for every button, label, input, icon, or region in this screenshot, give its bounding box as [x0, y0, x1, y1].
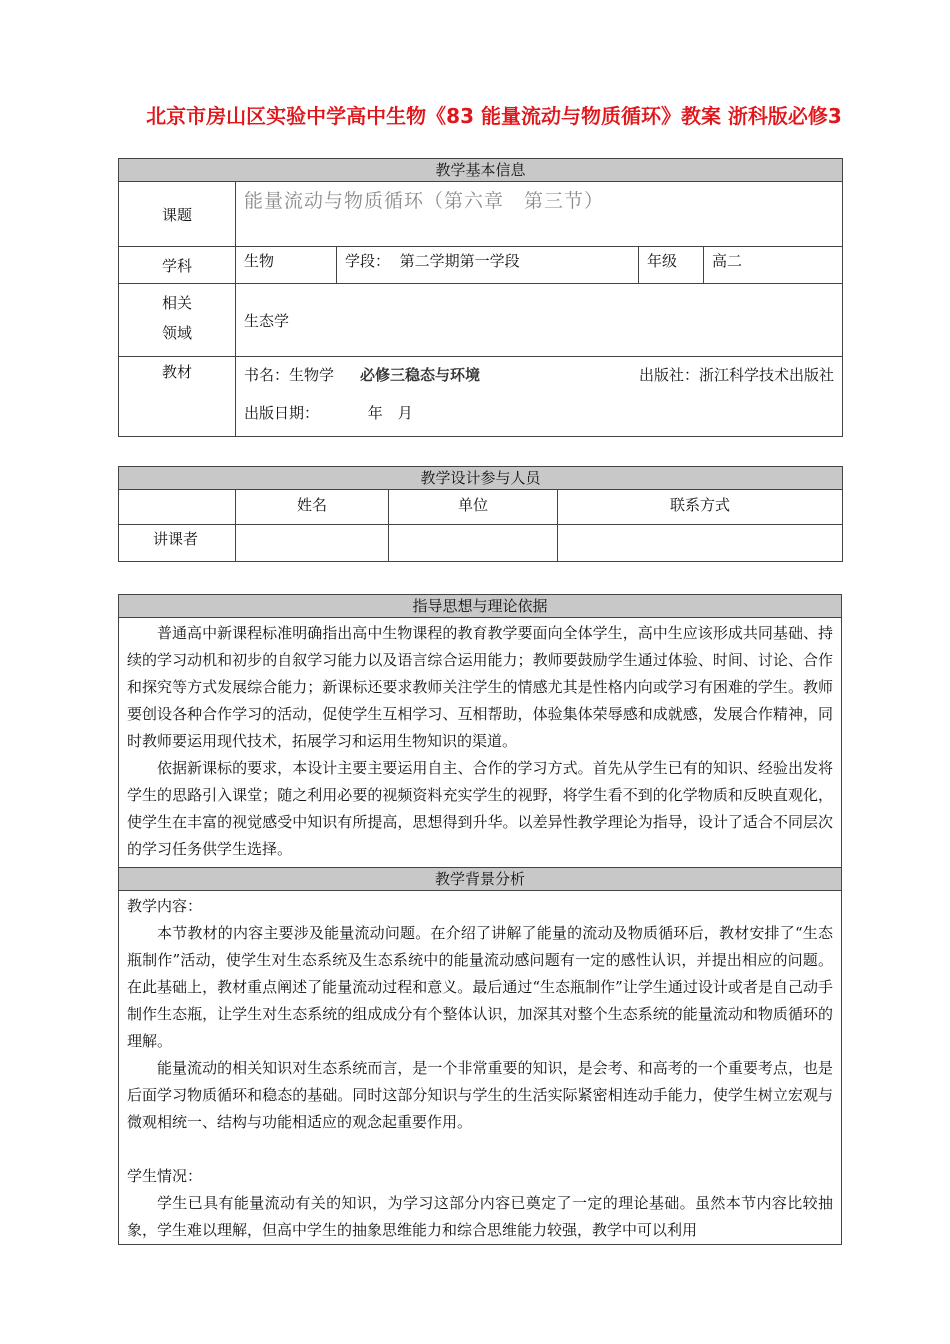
document-title: 北京市房山区实验中学高中生物《83 能量流动与物质循环》教案 浙科版必修3: [146, 104, 842, 128]
subject-label: 学科: [119, 247, 236, 284]
content-label: 教学内容：: [127, 897, 203, 915]
guidance-cell: [119, 618, 842, 868]
textbook-label: 教材: [119, 357, 236, 437]
stage-cell: [337, 247, 639, 284]
student-label: 学生情况：: [127, 1167, 203, 1185]
topic-label: 课题: [119, 182, 236, 247]
guidance-header: 指导思想与理论依据: [119, 595, 842, 618]
col-unit: 单位: [389, 490, 558, 525]
stage-label: 学段：: [345, 252, 391, 270]
topic-value: 能量流动与物质循环（第六章 第三节）: [244, 190, 605, 212]
guidance-paragraph-2: 依据新课标的要求，本设计主要主要运用自主、合作的学习方式。首先从学生已有的知识、经验出发将学生的思路引入课堂；随之利用必要的视频资料充实学生的视野，将学生看不到的化学物质和反映直观化，使学生在丰富的视觉感受中知识有所提高，思想得到升华。以差异性教学理论为指导，设计了适合不同层次的学习任务供学生选择。: [127, 759, 833, 858]
field-label-line2: 领域: [161, 324, 192, 342]
basic-info-table: [118, 158, 843, 437]
field-label-cell: [119, 284, 236, 357]
pub-date-label: 出版日期：: [244, 404, 320, 422]
analysis-table: [118, 594, 842, 1245]
row-lecturer: 讲课者: [119, 525, 236, 562]
content-paragraph-1: 本节教材的内容主要涉及能量流动问题。在介绍了讲解了能量的流动及物质循环后，教材安排了“生态瓶制作”活动，使学生对生态系统及生态系统中的能量流动感问题有一定的感性认识，并提出相应的问题。在此基础上，教材重点阐述了能量流动过程和意义。最后通过“生态瓶制作”让学生通过设计或者是自己动手制作生态瓶，让学生对生态系统的组成成分有个整体认识，加深其对整个生态系统的能量流动和物质循环的理解。: [127, 924, 833, 1050]
field-value: 生态学: [236, 284, 843, 357]
student-paragraph-1: 学生已具有能量流动有关的知识，为学习这部分内容已奠定了一定的理论基础。虽然本节内容比较抽象，学生难以理解，但高中学生的抽象思维能力和综合思维能力较强，教学中可以利用: [127, 1194, 833, 1239]
lecturer-unit-cell: [389, 525, 558, 562]
book-label: 书名：生物学: [244, 366, 335, 384]
lecturer-name-cell: [236, 525, 389, 562]
pub-date-value: 年 月: [367, 404, 413, 422]
participants-table: [118, 466, 843, 562]
content-paragraph-2: 能量流动的相关知识对生态系统而言，是一个非常重要的知识，是会考、和高考的一个重要考点，也是后面学习物质循环和稳态的基础。同时这部分知识与学生的生活实际紧密相连动手能力，使学生树立宏观与微观相统一、结构与功能相适应的观念起重要作用。: [127, 1059, 833, 1131]
book-value: 必修三稳态与环境: [360, 366, 481, 384]
basic-info-header: 教学基本信息: [119, 159, 843, 182]
stage-value: 第二学期第一学段: [399, 252, 520, 270]
background-cell: [119, 891, 842, 1245]
textbook-cell: [236, 357, 843, 437]
participants-empty-cell: [119, 490, 236, 525]
subject-value: 生物: [236, 247, 337, 284]
col-contact: 联系方式: [558, 490, 843, 525]
blank-line: [127, 1136, 833, 1163]
field-label-line1: 相关: [161, 294, 192, 312]
grade-value: 高二: [704, 247, 843, 284]
background-header: 教学背景分析: [119, 868, 842, 891]
grade-label: 年级: [639, 247, 704, 284]
publisher: 出版社：浙江科学技术出版社: [638, 366, 834, 384]
lecturer-contact-cell: [558, 525, 843, 562]
col-name: 姓名: [236, 490, 389, 525]
participants-header: 教学设计参与人员: [119, 467, 843, 490]
guidance-paragraph-1: 普通高中新课程标准明确指出高中生物课程的教育教学要面向全体学生，高中生应该形成共同基础、持续的学习动机和初步的自叙学习能力以及语言综合运用能力；教师要鼓励学生通过体验、时间、讨论、合作和探究等方式发展综合能力；新课标还要求教师关注学生的情感尤其是性格内向或学习有困难的学生。教师要创设各种合作学习的活动，促使学生互相学习、互相帮助，体验集体荣辱感和成就感，发展合作精神，同时教师要运用现代技术，拓展学习和运用生物知识的渠道。: [127, 624, 833, 750]
